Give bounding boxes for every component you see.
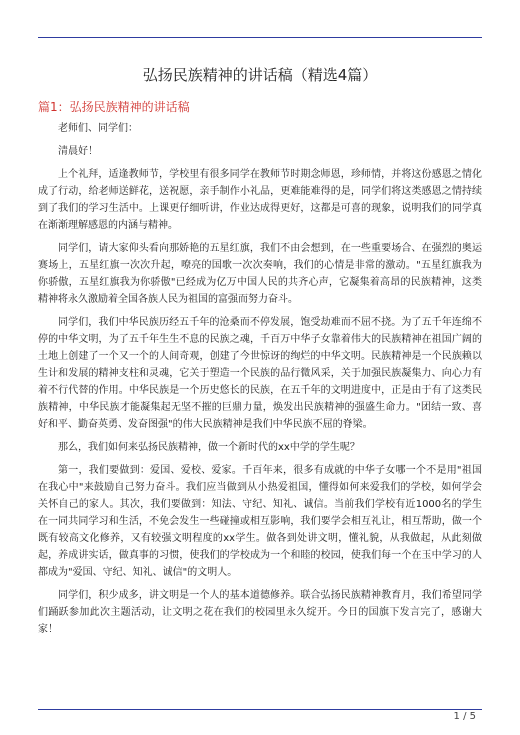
footer-rule: [38, 709, 482, 710]
paragraph: 上个礼拜，适逢教师节，学校里有很多同学在教师节时期念师恩，珍师情，并将这份感恩之情化成了行动，给老师送鲜花，送祝愿，亲手制作小礼品，更难能难得的是，同学们将这类感恩之情持续到了我们的学习生活中。上课更仔细听讲，作业达成得更好，这都是可喜的现象，说明我们的同学真在渐渐理解感恩的内涵与精神。: [38, 169, 482, 231]
paragraph-salutation: 老师们、同学们：: [58, 123, 138, 134]
paragraph: 同学们，积少成多，讲文明是一个人的基本道德修养。联合弘扬民族精神教育月，我们希望同学们踊跃参加此次主题活动，让文明之花在我们的校园里永久绽开。今日的国旗下发言完了，感谢大家！: [38, 590, 482, 635]
page-number: 1 / 5: [453, 711, 476, 722]
document-title: 弘扬民族精神的讲话稿（精选4篇）: [142, 66, 378, 84]
paragraph-greeting: 清晨好！: [58, 146, 98, 157]
section-title: 篇1：弘扬民族精神的讲话稿: [38, 100, 190, 114]
paragraph: 同学们，请大家仰头看向那娇艳的五星红旗，我们不由会想到，在一些重要场合、在强烈的奥运赛场上，五星红旗一次次升起，嘹亮的国歌一次次奏响，我们的心情是非常的激动。"五星红旗我为你骄傲，五星红旗我为你骄傲"已经成为亿万中国人民的共齐心声，它凝集着高昂的民族精神，这类精神将永久激励着全国各族人民为祖国的富强而努力奋斗。: [38, 243, 482, 305]
paragraph: 第一，我们要做到：爱国、爱校、爱家。千百年来，很多有成就的中华子女哪一个不是用"祖国在我心中"来鼓励自己努力奋斗。我们应当做到从小热爱祖国，懂得如何来爱我们的学校，如何学会关怀自己的家人。其次，我们要做到：知法、守纪、知礼、诚信。当前我们学校有近1000名的学生在一同共同学习和生活，不免会发生一些碰撞或相互影响，我们要学会相互礼让，相互帮助，做一个既有较高文化修养，又有较强文明程度的xx学生。做各到处讲文明，懂礼貌，从我做起，从此刻做起，养成讲实话，做真事的习惯，使我们的学校成为一个和睦的校园，使我们每一个在玉中学习的人都成为"爱国、守纪、知礼、诚信"的文明人。: [38, 465, 482, 578]
header-rule: [38, 37, 482, 38]
document-body: [38, 120, 482, 644]
paragraph: 同学们，我们中华民族历经五千年的沧桑而不停发展，饱受劫难而不屈不挠。为了五千年连绵不停的中华文明，为了五千年生生不息的民族之魂，千百万中华子女靠着伟大的民族精神在祖国广阔的土地上创建了一个又一个的人间奇观，创建了今世惊讶的绚烂的中华文明。民族精神是一个民族赖以生计和发展的精神支柱和灵魂，它关于塑造一个民族的品行微风采，关于加强民族凝集力、向心力有着不行代替的作用。中华民族是一个历史悠长的民族，在五千年的文明进度中，正是由于有了这类民族精神，中华民族才能凝集起无坚不摧的巨鼎力量，焕发出民族精神的强盛生命力。"团结一致、喜好和平、勤奋英勇、发奋图强"的伟大民族精神是我们中华民族不屈的脊梁。: [38, 317, 482, 430]
paragraph: 那么，我们如何来弘扬民族精神，做一个新时代的xx中学的学生呢？: [58, 442, 360, 453]
